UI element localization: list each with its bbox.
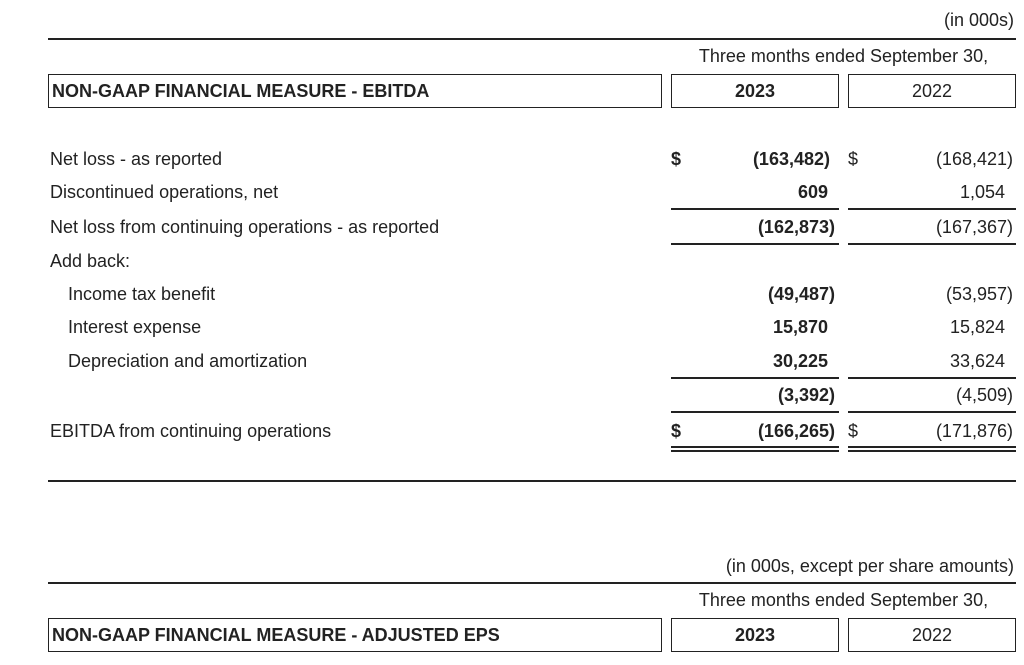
row-value-current: 30,225 — [772, 351, 828, 371]
row-label: Income tax benefit — [68, 284, 216, 304]
table-top-rule — [48, 582, 1016, 584]
currency-symbol: $ — [848, 149, 859, 169]
row-value-current: (166,265) — [757, 421, 835, 441]
subtotal-rule — [848, 208, 1016, 210]
subtotal-rule — [671, 411, 839, 413]
total-double-rule — [671, 446, 839, 448]
table-title: NON-GAAP FINANCIAL MEASURE - EBITDA — [48, 74, 662, 108]
year-prior-header: 2022 — [848, 74, 1016, 108]
subtotal-rule — [848, 377, 1016, 379]
subtotal-rule — [848, 411, 1016, 413]
row-value-current: 15,870 — [772, 317, 828, 337]
subtotal-rule — [671, 377, 839, 379]
currency-symbol: $ — [848, 421, 859, 441]
year-current-header: 2023 — [671, 618, 839, 652]
row-value-current: (162,873) — [757, 217, 835, 237]
row-value-prior: (4,509) — [955, 385, 1013, 405]
row-value-prior: (171,876) — [935, 421, 1013, 441]
year-current-header: 2023 — [671, 74, 839, 108]
total-double-rule — [848, 446, 1016, 448]
row-value-prior: 33,624 — [949, 351, 1005, 371]
row-label: Discontinued operations, net — [50, 182, 279, 202]
table-top-rule — [48, 38, 1016, 40]
row-label: Interest expense — [68, 317, 202, 337]
subtotal-rule — [671, 243, 839, 245]
total-double-rule — [671, 450, 839, 452]
row-label: Add back: — [50, 251, 131, 271]
row-label: EBITDA from continuing operations — [50, 421, 332, 441]
row-value-current: (163,482) — [752, 149, 830, 169]
unit-note: (in 000s) — [943, 10, 1014, 30]
row-value-prior: 1,054 — [959, 182, 1005, 202]
row-label: Depreciation and amortization — [68, 351, 308, 371]
currency-symbol: $ — [671, 149, 682, 169]
table-title: NON-GAAP FINANCIAL MEASURE - ADJUSTED EPS — [48, 618, 662, 652]
total-double-rule — [848, 450, 1016, 452]
row-value-current: (3,392) — [777, 385, 835, 405]
subtotal-rule — [671, 208, 839, 210]
row-value-prior: 15,824 — [949, 317, 1005, 337]
row-value-prior: (167,367) — [935, 217, 1013, 237]
currency-symbol: $ — [671, 421, 682, 441]
subtotal-rule — [848, 243, 1016, 245]
row-label: Net loss - as reported — [50, 149, 223, 169]
row-value-prior: (168,421) — [935, 149, 1013, 169]
period-header: Three months ended September 30, — [698, 590, 989, 610]
row-value-prior: (53,957) — [945, 284, 1013, 304]
unit-note: (in 000s, except per share amounts) — [725, 556, 1014, 576]
row-value-current: (49,487) — [767, 284, 835, 304]
table-bottom-rule — [48, 480, 1016, 482]
row-label: Net loss from continuing operations - as reported — [50, 217, 440, 237]
period-header: Three months ended September 30, — [698, 46, 989, 66]
year-prior-header: 2022 — [848, 618, 1016, 652]
row-value-current: 609 — [797, 182, 828, 202]
